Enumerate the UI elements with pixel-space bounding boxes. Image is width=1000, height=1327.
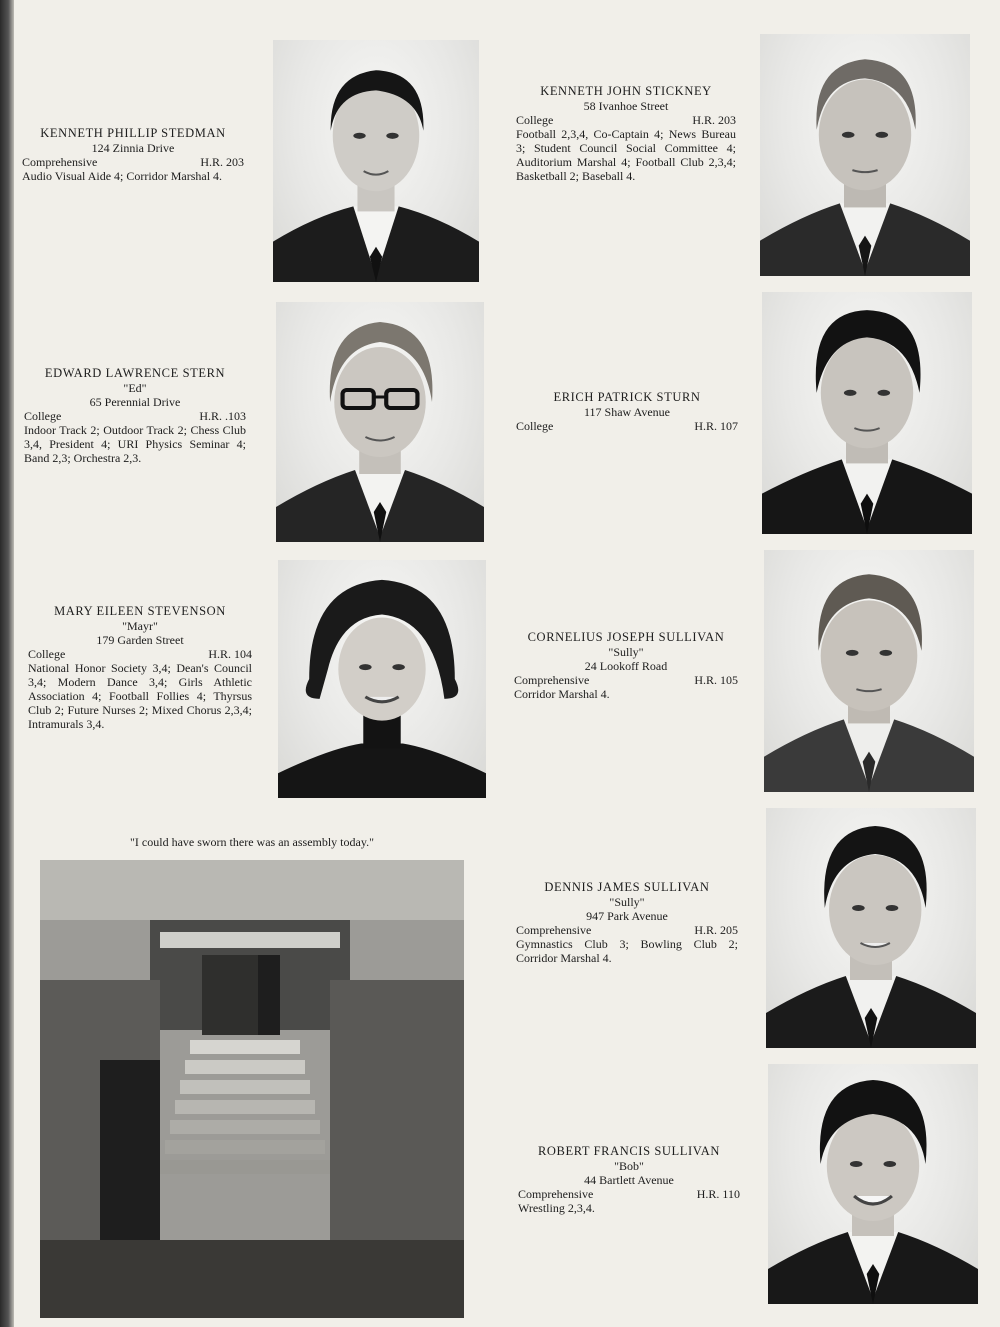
- student-nickname: "Sully": [609, 895, 645, 909]
- assembly-candid-photo: [40, 860, 464, 1318]
- student-activities: National Honor Society 3,4; Dean's Council 3,4; Modern Dance 3,4; Girls Athletic Association 4; Football Follies 4; Thyrsus Club 2; Future Nurses 2; Mixed Chorus 2,3,4; Intramurals 3,4.: [28, 661, 252, 731]
- student-name: CORNELIUS JOSEPH SULLIVAN: [527, 630, 725, 644]
- student-name: ERICH PATRICK STURN: [553, 390, 701, 404]
- student-name: ROBERT FRANCIS SULLIVAN: [537, 1144, 721, 1158]
- student-homeroom: H.R. 203: [692, 113, 736, 127]
- portrait-dennis-sullivan: [766, 808, 976, 1048]
- student-course: College: [516, 113, 554, 127]
- student-entry-stern: [24, 366, 246, 465]
- student-name: DENNIS JAMES SULLIVAN: [544, 880, 710, 894]
- portrait-stedman: [273, 40, 479, 282]
- student-activities: Football 2,3,4, Co-Captain 4; News Bureau 3; Student Council Social Committee 4; Auditorium Marshal 4; Football Club 2,3,4; Basketball 2; Baseball 4.: [516, 127, 736, 183]
- portrait-sturn: [762, 292, 972, 534]
- student-homeroom: H.R. 104: [208, 647, 252, 661]
- portrait-stickney: [760, 34, 970, 276]
- student-address: 65 Perennial Drive: [89, 395, 181, 409]
- student-entry-cornelius-sullivan: [514, 630, 738, 701]
- page-binding-shadow: [0, 0, 14, 1327]
- student-nickname: "Bob": [614, 1159, 644, 1173]
- student-entry-stevenson: [28, 604, 252, 731]
- student-entry-sturn: [516, 390, 738, 433]
- student-entry-stickney: [516, 84, 736, 183]
- student-activities: Gymnastics Club 3; Bowling Club 2; Corridor Marshal 4.: [516, 937, 738, 965]
- student-course: Comprehensive: [22, 155, 98, 169]
- student-activities: Indoor Track 2; Outdoor Track 2; Chess Club 3,4, President 4; URI Physics Seminar 4; Band 2,3; Orchestra 2,3.: [24, 423, 246, 465]
- student-homeroom: H.R. 107: [694, 419, 738, 433]
- student-homeroom: H.R. 110: [696, 1187, 740, 1201]
- student-name: KENNETH JOHN STICKNEY: [540, 84, 712, 98]
- student-course: College: [516, 419, 554, 433]
- candid-photo-caption: "I could have sworn there was an assembly today.": [130, 835, 374, 849]
- student-course: College: [24, 409, 62, 423]
- student-address: 117 Shaw Avenue: [584, 405, 670, 419]
- portrait-robert-sullivan: [768, 1064, 978, 1304]
- portrait-stevenson: [278, 560, 486, 798]
- student-entry-stedman: [22, 126, 244, 183]
- student-nickname: "Mayr": [122, 619, 158, 633]
- student-course: Comprehensive: [518, 1187, 594, 1201]
- student-activities: Corridor Marshal 4.: [514, 687, 610, 701]
- student-activities: Wrestling 2,3,4.: [518, 1201, 595, 1215]
- student-homeroom: H.R. 203: [200, 155, 244, 169]
- student-address: 124 Zinnia Drive: [91, 141, 175, 155]
- student-name: KENNETH PHILLIP STEDMAN: [40, 126, 226, 140]
- student-nickname: "Sully": [608, 645, 644, 659]
- portrait-stern: [276, 302, 484, 542]
- student-activities: Audio Visual Aide 4; Corridor Marshal 4.: [22, 169, 223, 183]
- student-course: Comprehensive: [516, 923, 592, 937]
- student-address: 24 Lookoff Road: [584, 659, 668, 673]
- student-address: 44 Bartlett Avenue: [584, 1173, 674, 1187]
- student-address: 179 Garden Street: [96, 633, 184, 647]
- student-homeroom: H.R. .103: [199, 409, 246, 423]
- student-entry-robert-sullivan: [518, 1144, 740, 1215]
- student-address: 58 Ivanhoe Street: [583, 99, 669, 113]
- student-homeroom: H.R. 105: [694, 673, 738, 687]
- student-course: Comprehensive: [514, 673, 590, 687]
- student-nickname: "Ed": [123, 381, 147, 395]
- student-entry-dennis-sullivan: [516, 880, 738, 965]
- student-homeroom: H.R. 205: [694, 923, 738, 937]
- student-course: College: [28, 647, 66, 661]
- student-name: EDWARD LAWRENCE STERN: [44, 366, 226, 380]
- student-address: 947 Park Avenue: [586, 909, 668, 923]
- student-name: MARY EILEEN STEVENSON: [54, 604, 226, 618]
- portrait-cornelius-sullivan: [764, 550, 974, 792]
